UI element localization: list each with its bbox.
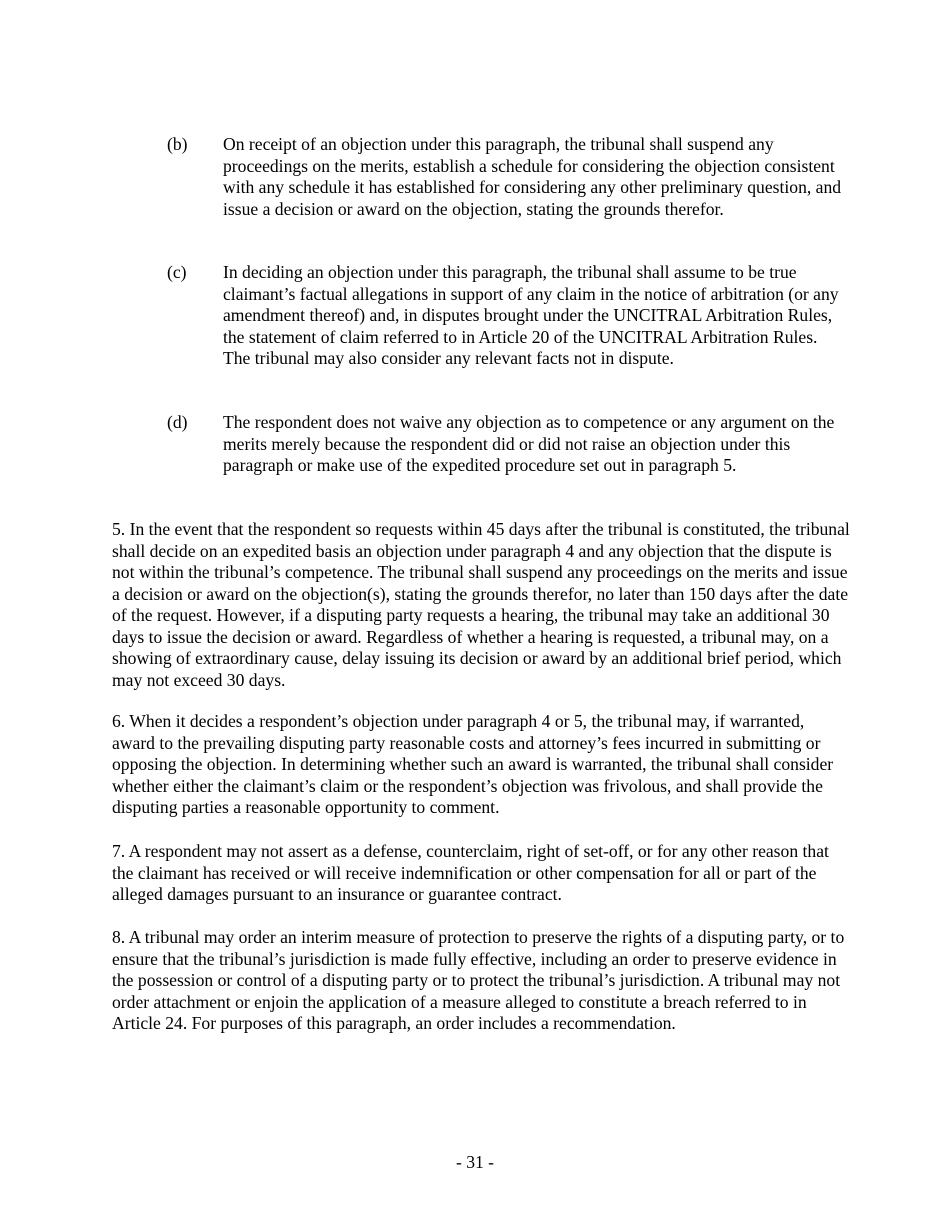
subparagraph-label: (b) — [167, 134, 188, 154]
paragraph-number: 7. — [112, 841, 126, 861]
paragraph-8 — [112, 927, 850, 1035]
subparagraph-b — [167, 134, 847, 220]
paragraph-5 — [112, 519, 850, 691]
paragraph-7 — [112, 841, 850, 906]
subparagraph-label: (c) — [167, 262, 187, 282]
page-number: - 31 - — [455, 1152, 495, 1172]
paragraph-number: 8. — [112, 927, 126, 947]
subparagraph-text: On receipt of an objection under this paragraph, the tribunal shall suspend any proceedings on the merits, establish a schedule for considering the objection consistent with any schedule it has established for considering any other preliminary question, and issue a decision or award on the objection, stating the grounds therefor. — [223, 134, 842, 219]
paragraph-text: In the event that the respondent so requests within 45 days after the tribunal is constituted, the tribunal shall decide on an expedited basis an objection under paragraph 4 and any objection that the dispute is not within the tribunal’s competence. The tribunal shall suspend any proceedings on the merits and issue a decision or award on the objection(s), stating the grounds therefor, no later than 150 days after the date of the request. However, if a disputing party requests a hearing, the tribunal may take an additional 30 days to issue the decision or award. Regardless of whether a hearing is requested, a tribunal may, on a showing of extraordinary cause, delay issuing its decision or award by an additional brief period, which may not exceed 30 days. — [112, 519, 850, 690]
subparagraph-text: In deciding an objection under this paragraph, the tribunal shall assume to be true claimant’s factual allegations in support of any claim in the notice of arbitration (or any amendment thereof) and, in disputes brought under the UNCITRAL Arbitration Rules, the statement of claim referred to in Article 20 of the UNCITRAL Arbitration Rules. The tribunal may also consider any relevant facts not in dispute. — [223, 262, 839, 368]
subparagraph-c — [167, 262, 847, 370]
paragraph-text: A tribunal may order an interim measure of protection to preserve the rights of a disputing party, or to ensure that the tribunal’s jurisdiction is made fully effective, including an order to preserve evidence in the possession or control of a disputing party or to protect the tribunal’s jurisdiction. A tribunal may not order attachment or enjoin the application of a measure alleged to constitute a breach referred to in Article 24. For purposes of this paragraph, an order includes a recommendation. — [112, 927, 845, 1033]
subparagraph-text: The respondent does not waive any objection as to competence or any argument on the merits merely because the respondent did or did not raise an objection under this paragraph or make use of the expedited procedure set out in paragraph 5. — [223, 412, 835, 475]
paragraph-number: 5. — [112, 519, 126, 539]
subparagraph-label: (d) — [167, 412, 188, 432]
subparagraph-d — [167, 412, 847, 477]
paragraph-text: A respondent may not assert as a defense, counterclaim, right of set-off, or for any other reason that the claimant has received or will receive indemnification or other compensation for all or part of the alleged damages pursuant to an insurance or guarantee contract. — [112, 841, 829, 904]
paragraph-text: When it decides a respondent’s objection under paragraph 4 or 5, the tribunal may, if warranted, award to the prevailing disputing party reasonable costs and attorney’s fees incurred in submitting or opposing the objection. In determining whether such an award is warranted, the tribunal shall consider whether either the claimant’s claim or the respondent’s objection was frivolous, and shall provide the disputing parties a reasonable opportunity to comment. — [112, 711, 834, 817]
paragraph-number: 6. — [112, 711, 126, 731]
paragraph-6 — [112, 711, 850, 819]
